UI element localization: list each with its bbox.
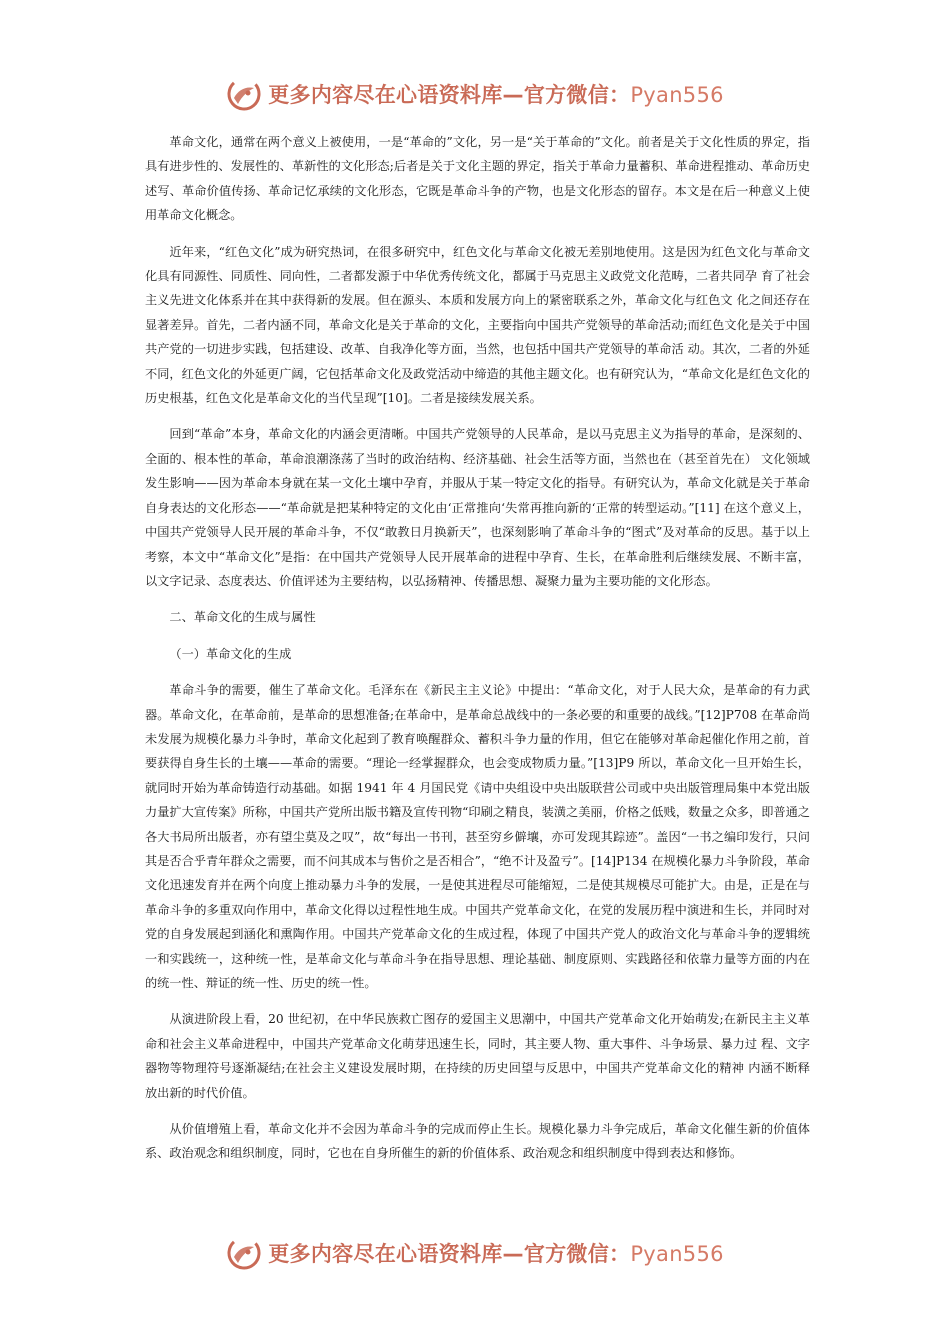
article-body	[145, 130, 810, 1178]
banner-text-cn: 更多内容尽在心语资料库—官方微信：	[268, 1242, 631, 1266]
paragraph: 近年来，“红色文化”成为研究热词，在很多研究中，红色文化与革命文化被无差别地使用。这是因为红色文化与革命文化具有同源性、同质性、同向性，二者都发源于中华优秀传统文化，都属于马克思主义政党文化范畴，二者共同孕 育了社会主义先进文化体系并在其中获得新的发展。但在源头、本质和发展方向上的紧密联系之外，革命文化与红色文 化之间还存在显著差异。首先，二者内涵不同，革命文化是关于革命的文化，主要指向中国共产党领导的革命活动;而红色文化是关于中国共产党的一切进步实践，包括建设、改革、自我净化等方面，当然，也包括中国共产党领导的革命活 动。其次，二者的外延不同，红色文化的外延更广阔，它包括革命文化及政党活动中缔造的其他主题文化。也有研究认为，“革命文化是红色文化的历史根基，红色文化是革命文化的当代呈现”[10]。二者是接续发展关系。	[145, 244, 810, 406]
banner-wechat-id: Pyan556	[630, 83, 724, 107]
paragraph: 革命文化，通常在两个意义上被使用，一是“革命的”文化，另一是“关于革命的”文化。前者是关于文化性质的界定，指具有进步性的、发展性的、革新性的文化形态;后者是关于文化主题的界定，指关于革命力量蓄积、革命进程推动、革命历史述写、革命价值传扬、革命记忆承续的文化形态，它既是革命斗争的产物，也是文化形态的留存。本文是在后一种意义上使用革命文化概念。	[145, 135, 810, 223]
header-banner	[0, 74, 950, 114]
footer-banner	[0, 1233, 950, 1273]
banner-text	[268, 1238, 724, 1268]
paragraph: 从价值增殖上看，革命文化并不会因为革命斗争的完成而停止生长。规模化暴力斗争完成后，革命文化催生新的价值体系、政治观念和组织制度，同时，它也在自身所催生的新的价值体系、政治观念和组织制度中得到表达和修饰。	[145, 1122, 810, 1161]
subsection-heading: （一）革命文化的生成	[169, 646, 292, 661]
banner-text	[268, 79, 724, 109]
banner-text-cn: 更多内容尽在心语资料库—官方微信：	[268, 83, 631, 107]
brush-stroke-logo-icon	[226, 1235, 262, 1271]
paragraph: 革命斗争的需要，催生了革命文化。毛泽东在《新民主主义论》中提出：“革命文化，对于人民大众，是革命的有力武器。革命文化，在革命前，是革命的思想准备;在革命中，是革命总战线中的一条必要的和重要的战线。”[12]P708 在革命尚未发展为规模化暴力斗争时，革命文化起到了教育唤醒群众、蓄积斗争力量的作用，但它在能够对革命起催化作用之前，首要获得自身生长的土壤——革命的需要。“理论一经掌握群众，也会变成物质力量。”[13]P9 所以，革命文化一旦开始生长，就同时开始为革命铸造行动基础。如据 1941 年 4 月国民党《请中央组设中央出版联营公司或中央出版管理局集中本党出版力量扩大宣传案》所称，中国共产党所出版书籍及宣传刊物“印刷之精良，装潢之美丽，价格之低贱，数量之众多，即普通之各大书局所出版者，亦有望尘莫及之叹”，故“每出一书刊，甚至穷乡僻壤，亦可发现其踪迹”。盖因“一书之编印发行，只问其是否合乎青年群众之需要，而不问其成本与售价之是否相合”，“绝不计及盈亏”。[14]P134 在规模化暴力斗争阶段，革命文化迅速发育并在两个向度上推动暴力斗争的发展，一是使其进程尽可能缩短，二是使其规模尽可能扩大。由是，正是在与革命斗争的多重双向作用中，革命文化得以过程性地生成。中国共产党革命文化，在党的发展历程中演进和生长，并同时对党的自身发展起到涵化和熏陶作用。中国共产党革命文化的生成过程，体现了中国共产党人的政治文化与革命斗争的逻辑统一和实践统一，这种统一性，是革命文化与革命斗争在指导思想、理论基础、制度原则、实践路径和依靠力量等方面的内在的统一性、辩证的统一性、历史的统一性。	[145, 683, 810, 990]
section-heading: 二、革命文化的生成与属性	[169, 610, 316, 625]
paragraph: 从演进阶段上看，20 世纪初，在中华民族救亡图存的爱国主义思潮中，中国共产党革命文化开始萌发;在新民主主义革命和社会主义革命进程中，中国共产党革命文化萌芽迅速生长，同时，其主要人物、重大事件、斗争场景、暴力过 程、文字器物等物理符号逐渐凝结;在社会主义建设发展时期，在持续的历史回望与反思中，中国共产党革命文化的精神 内涵不断释放出新的时代价值。	[145, 1012, 810, 1100]
brush-stroke-logo-icon	[226, 76, 262, 112]
paragraph: 回到“革命”本身，革命文化的内涵会更清晰。中国共产党领导的人民革命，是以马克思主义为指导的革命，是深刻的、全面的、根本性的革命，革命浪潮涤荡了当时的政治结构、经济基础、社会生活等方面，当然也在（甚至首先在） 文化领域发生影响——因为革命本身就在某一文化土壤中孕育，并服从于某一特定文化的指导。有研究认为，革命文化就是关于革命自身表达的文化形态——“革命就是把某种特定的文化由‘正常推向‘失常再推向新的‘正常的转型运动。”[11] 在这个意义上，中国共产党领导人民开展的革命斗争，不仅“敢教日月换新天”，也深刻影响了革命斗争的“图式”及对革命的反思。基于以上考察，本文中“革命文化”是指：在中国共产党领导人民开展革命的进程中孕育、生长，在革命胜利后继续发展、不断丰富，以文字记录、态度表达、价值评述为主要结构，以弘扬精神、传播思想、凝聚力量为主要功能的文化形态。	[145, 427, 810, 588]
banner-wechat-id: Pyan556	[630, 1242, 724, 1266]
